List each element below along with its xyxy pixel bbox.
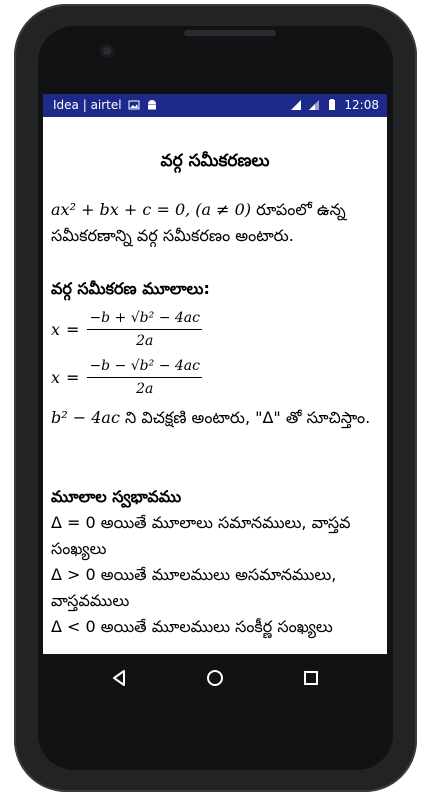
screen — [43, 94, 387, 654]
root-variable: x — [51, 320, 61, 339]
equals-sign: = — [66, 320, 80, 339]
battery-icon — [326, 99, 338, 111]
discriminant-text: ని విచక్షణి అంటారు, "Δ" తో సూచిస్తాం. — [119, 408, 371, 427]
signal-icon — [308, 99, 320, 111]
root-formula-plus — [51, 310, 202, 349]
nature-item: Δ < 0 అయితే మూలములు సంకీర్ణ సంఖ్యలు — [51, 617, 333, 636]
carrier-label: Idea | airtel — [53, 98, 122, 112]
nature-item: Δ = 0 అయితే మూలాలు సమానములు, వాస్తవ సంఖ్యలు — [51, 513, 351, 558]
clock: 12:08 — [344, 98, 379, 112]
root-numerator: −b − √b² − 4ac — [87, 358, 202, 378]
nature-heading: మూలాల స్వభావము — [51, 487, 182, 506]
article-content — [43, 117, 387, 654]
back-icon[interactable] — [107, 666, 131, 690]
image-icon — [128, 99, 140, 111]
status-bar — [43, 94, 387, 117]
root-denominator: 2a — [136, 333, 154, 349]
root-variable: x — [51, 368, 61, 387]
equals-sign: = — [66, 368, 80, 387]
quadratic-equation: ax² + bx + c = 0, (a ≠ 0) — [51, 200, 252, 219]
home-icon[interactable] — [203, 666, 227, 690]
front-camera — [100, 44, 114, 58]
earpiece-speaker — [184, 30, 276, 36]
definition-paragraph — [51, 197, 381, 249]
recents-icon[interactable] — [299, 666, 323, 690]
navigation-bar — [43, 654, 387, 702]
roots-heading: వర్గ సమీకరణ మూలాలు: — [51, 279, 210, 298]
definition-text: రూపంలో ఉన్న సమీకరణాన్ని వర్గ సమీకరణం అంటారు. — [51, 200, 346, 245]
signal-icon — [290, 99, 302, 111]
discriminant-expression: b² − 4ac — [51, 408, 120, 427]
page-title: వర్గ సమీకరణలు — [160, 151, 270, 171]
nature-item: Δ > 0 అయితే మూలములు అసమానములు, వాస్తవములు — [51, 565, 337, 610]
discriminant-paragraph — [51, 405, 381, 431]
root-denominator: 2a — [136, 381, 154, 397]
root-formula-minus — [51, 358, 202, 397]
android-icon — [146, 99, 158, 111]
root-numerator: −b + √b² − 4ac — [87, 310, 202, 330]
